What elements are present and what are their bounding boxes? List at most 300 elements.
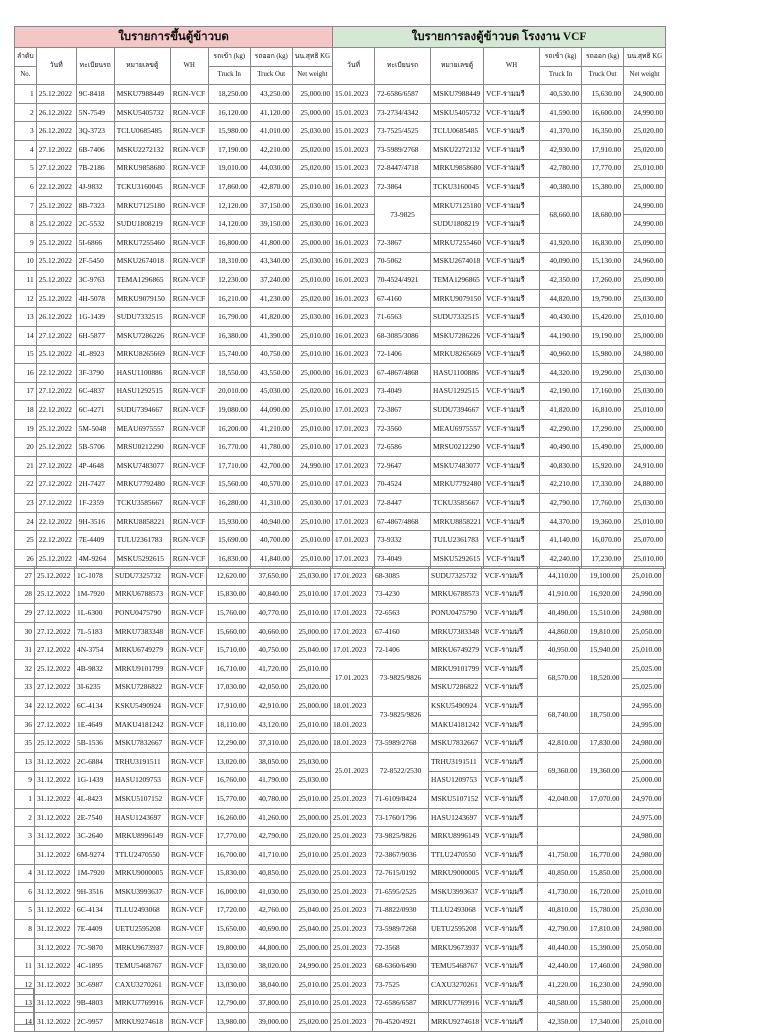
unload-date: 16.01.2023 — [333, 215, 375, 234]
unload-wh: VCF-รามมรี — [484, 419, 540, 438]
unload-truck-out: 17,070.00 — [580, 790, 622, 809]
unload-net-weight: 25,050.00 — [622, 622, 664, 641]
unload-truck-in: 69,360.00 — [538, 752, 580, 789]
load-date: 27.12.2022 — [36, 457, 76, 476]
row-no: 4 — [15, 864, 35, 883]
col-date-right: วันที่ — [333, 48, 375, 85]
unload-date: 25.01.2023 — [331, 938, 373, 957]
unload-truck-out: 19,100.00 — [580, 567, 622, 586]
table-row — [15, 159, 666, 178]
wh: RGN-VCF — [169, 808, 207, 827]
unload-net-weight: 25,010.00 — [624, 512, 666, 531]
unload-container: SUDU7394667 — [431, 401, 484, 420]
table-row — [15, 920, 664, 939]
row-no: 32 — [15, 659, 35, 678]
unload-container: CAXU3270261 — [429, 976, 482, 995]
table-row — [15, 178, 666, 197]
unload-net-weight: 25,050.00 — [622, 938, 664, 957]
truck-in: 16,770.00 — [208, 438, 250, 457]
unload-wh: VCF-รามมรี — [482, 585, 538, 604]
truck-in: 13,030.00 — [207, 957, 249, 976]
truck-out: 41,710.00 — [249, 845, 291, 864]
unload-wh: VCF-รามมรี — [484, 494, 540, 513]
load-date: 25.12.2022 — [36, 252, 76, 271]
plate: 4P-4648 — [76, 457, 114, 476]
plate: 2F-5450 — [76, 252, 114, 271]
unload-plate: 70-4520/4921 — [373, 1013, 429, 1032]
unload-net-weight: 25,010.00 — [622, 567, 664, 586]
truck-out: 42,870.00 — [250, 178, 292, 197]
truck-out: 41,720.00 — [249, 659, 291, 678]
unload-net-weight: 24,980.00 — [622, 845, 664, 864]
unload-date: 25.01.2023 — [331, 864, 373, 883]
truck-in: 16,280.00 — [208, 494, 250, 513]
unload-wh: VCF-รามมรี — [484, 531, 540, 550]
truck-in: 19,800.00 — [207, 938, 249, 957]
unload-truck-out: 19,360.00 — [582, 512, 624, 531]
load-date: 27.12.2022 — [35, 622, 75, 641]
unload-container: TCKU3585667 — [431, 494, 484, 513]
wh: RGN-VCF — [170, 103, 208, 122]
truck-out: 41,030.00 — [249, 883, 291, 902]
unload-container: MRKU7255460 — [431, 233, 484, 252]
unload-plate: 72-3568 — [373, 938, 429, 957]
net-weight: 25,010.00 — [291, 659, 331, 678]
truck-out: 41,260.00 — [249, 808, 291, 827]
net-weight: 25,020.00 — [292, 382, 332, 401]
net-weight: 25,000.00 — [292, 103, 332, 122]
unload-plate: 73-9825 — [375, 196, 431, 233]
unload-truck-out: 19,190.00 — [582, 326, 624, 345]
plate: 1M-7920 — [75, 864, 113, 883]
load-date: 25.12.2022 — [36, 196, 76, 215]
unload-truck-in: 40,440.00 — [538, 938, 580, 957]
unload-date: 25.01.2023 — [331, 808, 373, 827]
load-date: 25.12.2022 — [35, 734, 75, 753]
table-row — [15, 641, 664, 660]
col-truck-in-th: รถเข้า (kg) — [208, 48, 250, 67]
net-weight: 25,020.00 — [292, 159, 332, 178]
truck-out: 42,210.00 — [250, 140, 292, 159]
unload-wh: VCF-รามมรี — [482, 976, 538, 995]
unload-container: MRKU6788573 — [429, 585, 482, 604]
container-no: HASU1209753 — [113, 771, 169, 790]
unload-wh: VCF-รามมรี — [484, 196, 540, 215]
unload-truck-in: 41,590.00 — [540, 103, 582, 122]
unload-plate: 72-1406 — [375, 345, 431, 364]
plate: 1C-1078 — [75, 567, 113, 586]
truck-out: 41,780.00 — [250, 438, 292, 457]
table-row — [15, 289, 666, 308]
unload-truck-in: 42,810.00 — [538, 734, 580, 753]
net-weight: 25,010.00 — [291, 976, 331, 995]
load-date: 22.12.2022 — [36, 364, 76, 383]
plate: 4L-8423 — [75, 790, 113, 809]
net-weight: 25,010.00 — [292, 438, 332, 457]
unload-wh: VCF-รามมรี — [484, 550, 540, 569]
wh: RGN-VCF — [170, 364, 208, 383]
net-weight: 25,010.00 — [292, 271, 332, 290]
net-weight: 25,010.00 — [291, 994, 331, 1013]
plate: 1F-2359 — [76, 494, 114, 513]
unload-truck-in: 42,210.00 — [540, 475, 582, 494]
truck-out: 41,120.00 — [250, 103, 292, 122]
container-no: UETU2595208 — [113, 920, 169, 939]
truck-in: 13,020.00 — [207, 752, 249, 771]
net-weight: 25,010.00 — [291, 845, 331, 864]
truck-in: 16,700.00 — [207, 845, 249, 864]
truck-out: 40,700.00 — [250, 531, 292, 550]
truck-out: 43,550.00 — [250, 364, 292, 383]
load-date: 26.12.2022 — [36, 103, 76, 122]
load-date: 31.12.2022 — [35, 808, 75, 827]
load-date: 27.12.2022 — [35, 678, 75, 697]
wh: RGN-VCF — [169, 622, 207, 641]
unload-container: MSKU7286226 — [431, 326, 484, 345]
net-weight: 25,030.00 — [292, 252, 332, 271]
row-no: 7 — [15, 196, 37, 215]
container-no: TLLU2493068 — [113, 901, 169, 920]
unload-date: 18.01.2023 — [331, 715, 373, 734]
unload-date: 16.01.2023 — [333, 308, 375, 327]
unload-container: MRKU7383348 — [429, 622, 482, 641]
container-no: SUDU7394667 — [114, 401, 170, 420]
container-no: MRKU9858680 — [114, 159, 170, 178]
unload-container: MSKU7286822 — [429, 678, 482, 697]
unload-truck-out: 16,070.00 — [582, 531, 624, 550]
unload-truck-in: 40,090.00 — [540, 252, 582, 271]
unload-date: 17.01.2023 — [333, 457, 375, 476]
container-no: CAXU3270261 — [113, 976, 169, 995]
wh: RGN-VCF — [170, 122, 208, 141]
truck-in: 16,000.00 — [207, 883, 249, 902]
unload-container: UETU2595208 — [429, 920, 482, 939]
wh: RGN-VCF — [170, 419, 208, 438]
row-no: 36 — [15, 715, 35, 734]
col-truck-out-th: รถออก (kg) — [250, 48, 292, 67]
wh: RGN-VCF — [169, 994, 207, 1013]
col-wh: WH — [170, 48, 208, 85]
plate: 3C-6987 — [75, 976, 113, 995]
wh: RGN-VCF — [169, 659, 207, 678]
unload-plate: 68-3085/3086 — [375, 326, 431, 345]
container-no: MSKU2272132 — [114, 140, 170, 159]
plate: 7E-4409 — [76, 531, 114, 550]
unload-net-weight: 25,000.00 — [622, 994, 664, 1013]
unload-truck-out: 15,850.00 — [580, 864, 622, 883]
truck-in: 18,310.00 — [208, 252, 250, 271]
unload-container: MSKU5107152 — [429, 790, 482, 809]
net-weight: 25,030.00 — [291, 752, 331, 771]
net-weight: 25,000.00 — [292, 364, 332, 383]
container-no: MSKU7483077 — [114, 457, 170, 476]
row-no: 18 — [15, 401, 37, 420]
unload-truck-out: 15,390.00 — [580, 938, 622, 957]
unload-truck-out: 17,770.00 — [582, 159, 624, 178]
load-date: 31.12.2022 — [35, 883, 75, 902]
net-weight: 25,020.00 — [291, 678, 331, 697]
net-weight: 25,020.00 — [291, 827, 331, 846]
unload-plate: 67-4867/4868 — [375, 364, 431, 383]
load-date: 22.12.2022 — [36, 401, 76, 420]
truck-out: 40,660.00 — [249, 622, 291, 641]
truck-in: 15,740.00 — [208, 345, 250, 364]
load-date: 27.12.2022 — [36, 382, 76, 401]
unload-net-weight: 25,090.00 — [624, 233, 666, 252]
plate: 2C-6884 — [75, 752, 113, 771]
row-no: 12 — [15, 976, 35, 995]
load-date: 25.12.2022 — [35, 659, 75, 678]
table-row — [15, 364, 666, 383]
unload-wh: VCF-รามมรี — [482, 641, 538, 660]
unload-wh: VCF-รามมรี — [484, 122, 540, 141]
unload-plate: 71-6563 — [375, 308, 431, 327]
table-row — [15, 494, 666, 513]
wh: RGN-VCF — [170, 140, 208, 159]
plate: 4M-9264 — [76, 550, 114, 569]
unload-truck-out: 16,810.00 — [582, 401, 624, 420]
unload-container: MSKU2674018 — [431, 252, 484, 271]
unload-date: 25.01.2023 — [331, 901, 373, 920]
wh: RGN-VCF — [170, 345, 208, 364]
row-no: 13 — [15, 994, 35, 1013]
plate: 4L-8923 — [76, 345, 114, 364]
unload-plate: 71-6595/2525 — [373, 883, 429, 902]
net-weight: 25,030.00 — [292, 122, 332, 141]
load-date: 25.12.2022 — [36, 233, 76, 252]
row-no: 6 — [15, 178, 37, 197]
truck-in: 15,660.00 — [207, 622, 249, 641]
truck-in: 16,790.00 — [208, 308, 250, 327]
unload-date: 15.01.2023 — [333, 122, 375, 141]
container-no: MSKU7286226 — [114, 326, 170, 345]
unload-date: 17.01.2023 — [333, 494, 375, 513]
unload-truck-in: 42,790.00 — [540, 494, 582, 513]
plate: 6B-7406 — [76, 140, 114, 159]
truck-out: 43,120.00 — [249, 715, 291, 734]
unload-container: MSKU3993637 — [429, 883, 482, 902]
unload-date: 15.01.2023 — [333, 103, 375, 122]
unload-container: MAKU4181242 — [429, 715, 482, 734]
unload-date: 25.01.2023 — [331, 752, 373, 789]
wh: RGN-VCF — [170, 271, 208, 290]
unload-net-weight: 25,025.00 — [622, 678, 664, 697]
unload-plate: 72-9647 — [375, 457, 431, 476]
unload-date: 17.01.2023 — [331, 567, 373, 586]
unload-truck-in: 41,910.00 — [538, 585, 580, 604]
unload-date: 25.01.2023 — [331, 845, 373, 864]
unload-date: 25.01.2023 — [331, 957, 373, 976]
table-row — [15, 512, 666, 531]
row-no: 15 — [15, 345, 37, 364]
truck-out: 39,000.00 — [249, 1013, 291, 1032]
unload-net-weight: 25,025.00 — [622, 659, 664, 678]
unload-truck-in: 40,430.00 — [540, 308, 582, 327]
unload-plate: 72-3864 — [375, 178, 431, 197]
table-row — [15, 438, 666, 457]
unload-truck-in: 42,780.00 — [540, 159, 582, 178]
plate: 2C-9957 — [75, 1013, 113, 1032]
truck-out: 42,050.00 — [249, 678, 291, 697]
table-row — [15, 976, 664, 995]
unload-net-weight: 24,995.00 — [622, 715, 664, 734]
unload-truck-in: 42,040.00 — [538, 790, 580, 809]
unload-plate: 71-8822/0930 — [373, 901, 429, 920]
unload-truck-out: 16,230.00 — [580, 976, 622, 995]
unload-plate: 67-4160 — [375, 289, 431, 308]
plate: 4C-1895 — [75, 957, 113, 976]
table-row — [15, 808, 664, 827]
unload-plate: 70-4524 — [375, 475, 431, 494]
truck-out: 37,650.00 — [249, 567, 291, 586]
truck-out: 41,820.00 — [250, 308, 292, 327]
table-row — [15, 252, 666, 271]
truck-in: 20,010.00 — [208, 382, 250, 401]
container-no: MRKU6749279 — [113, 641, 169, 660]
unload-wh: VCF-รามมรี — [482, 845, 538, 864]
unload-wh: VCF-รามมรี — [484, 252, 540, 271]
plate: 5I-6866 — [76, 233, 114, 252]
row-no: 20 — [15, 438, 37, 457]
unload-truck-out: 17,330.00 — [582, 475, 624, 494]
unload-net-weight: 24,990.00 — [622, 976, 664, 995]
unload-container: PONU0475790 — [429, 604, 482, 623]
unload-truck-out: 16,600.00 — [582, 103, 624, 122]
unload-date: 17.01.2023 — [333, 531, 375, 550]
net-weight: 25,010.00 — [292, 326, 332, 345]
unload-wh: VCF-รามมรี — [484, 457, 540, 476]
unload-date: 17.01.2023 — [333, 512, 375, 531]
truck-in: 12,290.00 — [207, 734, 249, 753]
container-no: HASU1243697 — [113, 808, 169, 827]
unload-plate: 72-3867/9036 — [373, 845, 429, 864]
unload-plate: 73-9825/9826 — [373, 827, 429, 846]
container-no: TEMA1296865 — [114, 271, 170, 290]
plate: 9C-8418 — [76, 85, 114, 104]
unload-wh: VCF-รามมรี — [484, 233, 540, 252]
truck-in: 15,690.00 — [208, 531, 250, 550]
net-weight: 25,040.00 — [291, 901, 331, 920]
unload-net-weight: 24,910.00 — [624, 457, 666, 476]
unload-wh: VCF-รามมรี — [482, 808, 538, 827]
wh: RGN-VCF — [169, 604, 207, 623]
unload-net-weight: 24,960.00 — [624, 252, 666, 271]
container-no: MRKU9000005 — [113, 864, 169, 883]
net-weight: 25,010.00 — [291, 790, 331, 809]
row-no: 27 — [15, 567, 35, 586]
unload-truck-in — [538, 827, 580, 846]
row-no: 21 — [15, 457, 37, 476]
wh: RGN-VCF — [169, 845, 207, 864]
unload-date: 15.01.2023 — [333, 159, 375, 178]
unload-truck-in: 41,220.00 — [538, 976, 580, 995]
unload-date: 17.01.2023 — [331, 604, 373, 623]
plate: 7B-2186 — [76, 159, 114, 178]
wh: RGN-VCF — [169, 920, 207, 939]
unload-plate: 73-7525/4525 — [375, 122, 431, 141]
wh: RGN-VCF — [169, 641, 207, 660]
unload-net-weight: 24,980.00 — [622, 827, 664, 846]
net-weight: 25,030.00 — [291, 567, 331, 586]
table-row — [15, 845, 664, 864]
row-no: 1 — [15, 790, 35, 809]
net-weight: 25,030.00 — [292, 196, 332, 215]
plate: 6M-9274 — [75, 845, 113, 864]
unload-wh: VCF-รามมรี — [482, 622, 538, 641]
container-no: MEAU6975557 — [114, 419, 170, 438]
unload-truck-in: 41,730.00 — [538, 883, 580, 902]
container-no: MRKU7792480 — [114, 475, 170, 494]
container-no: MRKU8265669 — [114, 345, 170, 364]
truck-out: 37,150.00 — [250, 196, 292, 215]
table-row — [15, 475, 666, 494]
unload-container: MSKU5405732 — [431, 103, 484, 122]
unload-truck-out: 17,230.00 — [582, 550, 624, 569]
unload-net-weight: 25,000.00 — [622, 752, 664, 771]
plate: 6C-4837 — [76, 382, 114, 401]
load-date: 31.12.2022 — [35, 920, 75, 939]
unload-truck-out: 16,920.00 — [580, 585, 622, 604]
row-no: 6 — [15, 883, 35, 902]
unload-container: MRKU8858221 — [431, 512, 484, 531]
load-date: 25.12.2022 — [36, 438, 76, 457]
unload-net-weight: 24,900.00 — [624, 85, 666, 104]
container-no: TEMU5468767 — [113, 957, 169, 976]
col-no: No. — [15, 66, 37, 85]
load-date: 31.12.2022 — [35, 957, 75, 976]
unload-truck-in: 41,920.00 — [540, 233, 582, 252]
unload-net-weight: 25,070.00 — [624, 531, 666, 550]
unload-plate: 72-6563 — [373, 604, 429, 623]
wh: RGN-VCF — [170, 494, 208, 513]
plate: 1G-1439 — [76, 308, 114, 327]
load-date: 25.12.2022 — [36, 215, 76, 234]
unload-truck-out: 15,380.00 — [582, 178, 624, 197]
truck-in: 15,770.00 — [207, 790, 249, 809]
unload-wh: VCF-รามมรี — [482, 715, 538, 734]
plate: 4H-5078 — [76, 289, 114, 308]
row-no: 3 — [15, 122, 37, 141]
truck-out: 41,230.00 — [250, 289, 292, 308]
container-no: HASU1100886 — [114, 364, 170, 383]
unload-truck-in: 42,240.00 — [540, 550, 582, 569]
unload-net-weight: 25,010.00 — [624, 550, 666, 569]
unload-container: MRKU9858680 — [431, 159, 484, 178]
row-no: 26 — [15, 550, 37, 569]
table-row — [15, 827, 664, 846]
unload-truck-in: 40,380.00 — [540, 178, 582, 197]
plate: 3C-2640 — [75, 827, 113, 846]
unload-date: 15.01.2023 — [333, 140, 375, 159]
wh: RGN-VCF — [169, 734, 207, 753]
plate: 6C-4134 — [75, 697, 113, 716]
row-no: 10 — [15, 252, 37, 271]
unload-net-weight: 25,030.00 — [624, 494, 666, 513]
row-no: 4 — [15, 140, 37, 159]
load-date: 31.12.2022 — [35, 901, 75, 920]
unload-wh: VCF-รามมรี — [482, 678, 538, 697]
unload-container: MRKU9000005 — [429, 864, 482, 883]
unload-plate: 71-6109/8424 — [373, 790, 429, 809]
unload-plate: 73-5989/2768 — [375, 140, 431, 159]
container-no: SUDU7325732 — [113, 567, 169, 586]
net-weight: 25,010.00 — [292, 401, 332, 420]
unload-date: 25.01.2023 — [331, 976, 373, 995]
col-plate-right: ทะเบียนรถ — [375, 48, 431, 85]
row-no: 2 — [15, 808, 35, 827]
unload-container: MSKU7483077 — [431, 457, 484, 476]
truck-out: 37,800.00 — [249, 994, 291, 1013]
